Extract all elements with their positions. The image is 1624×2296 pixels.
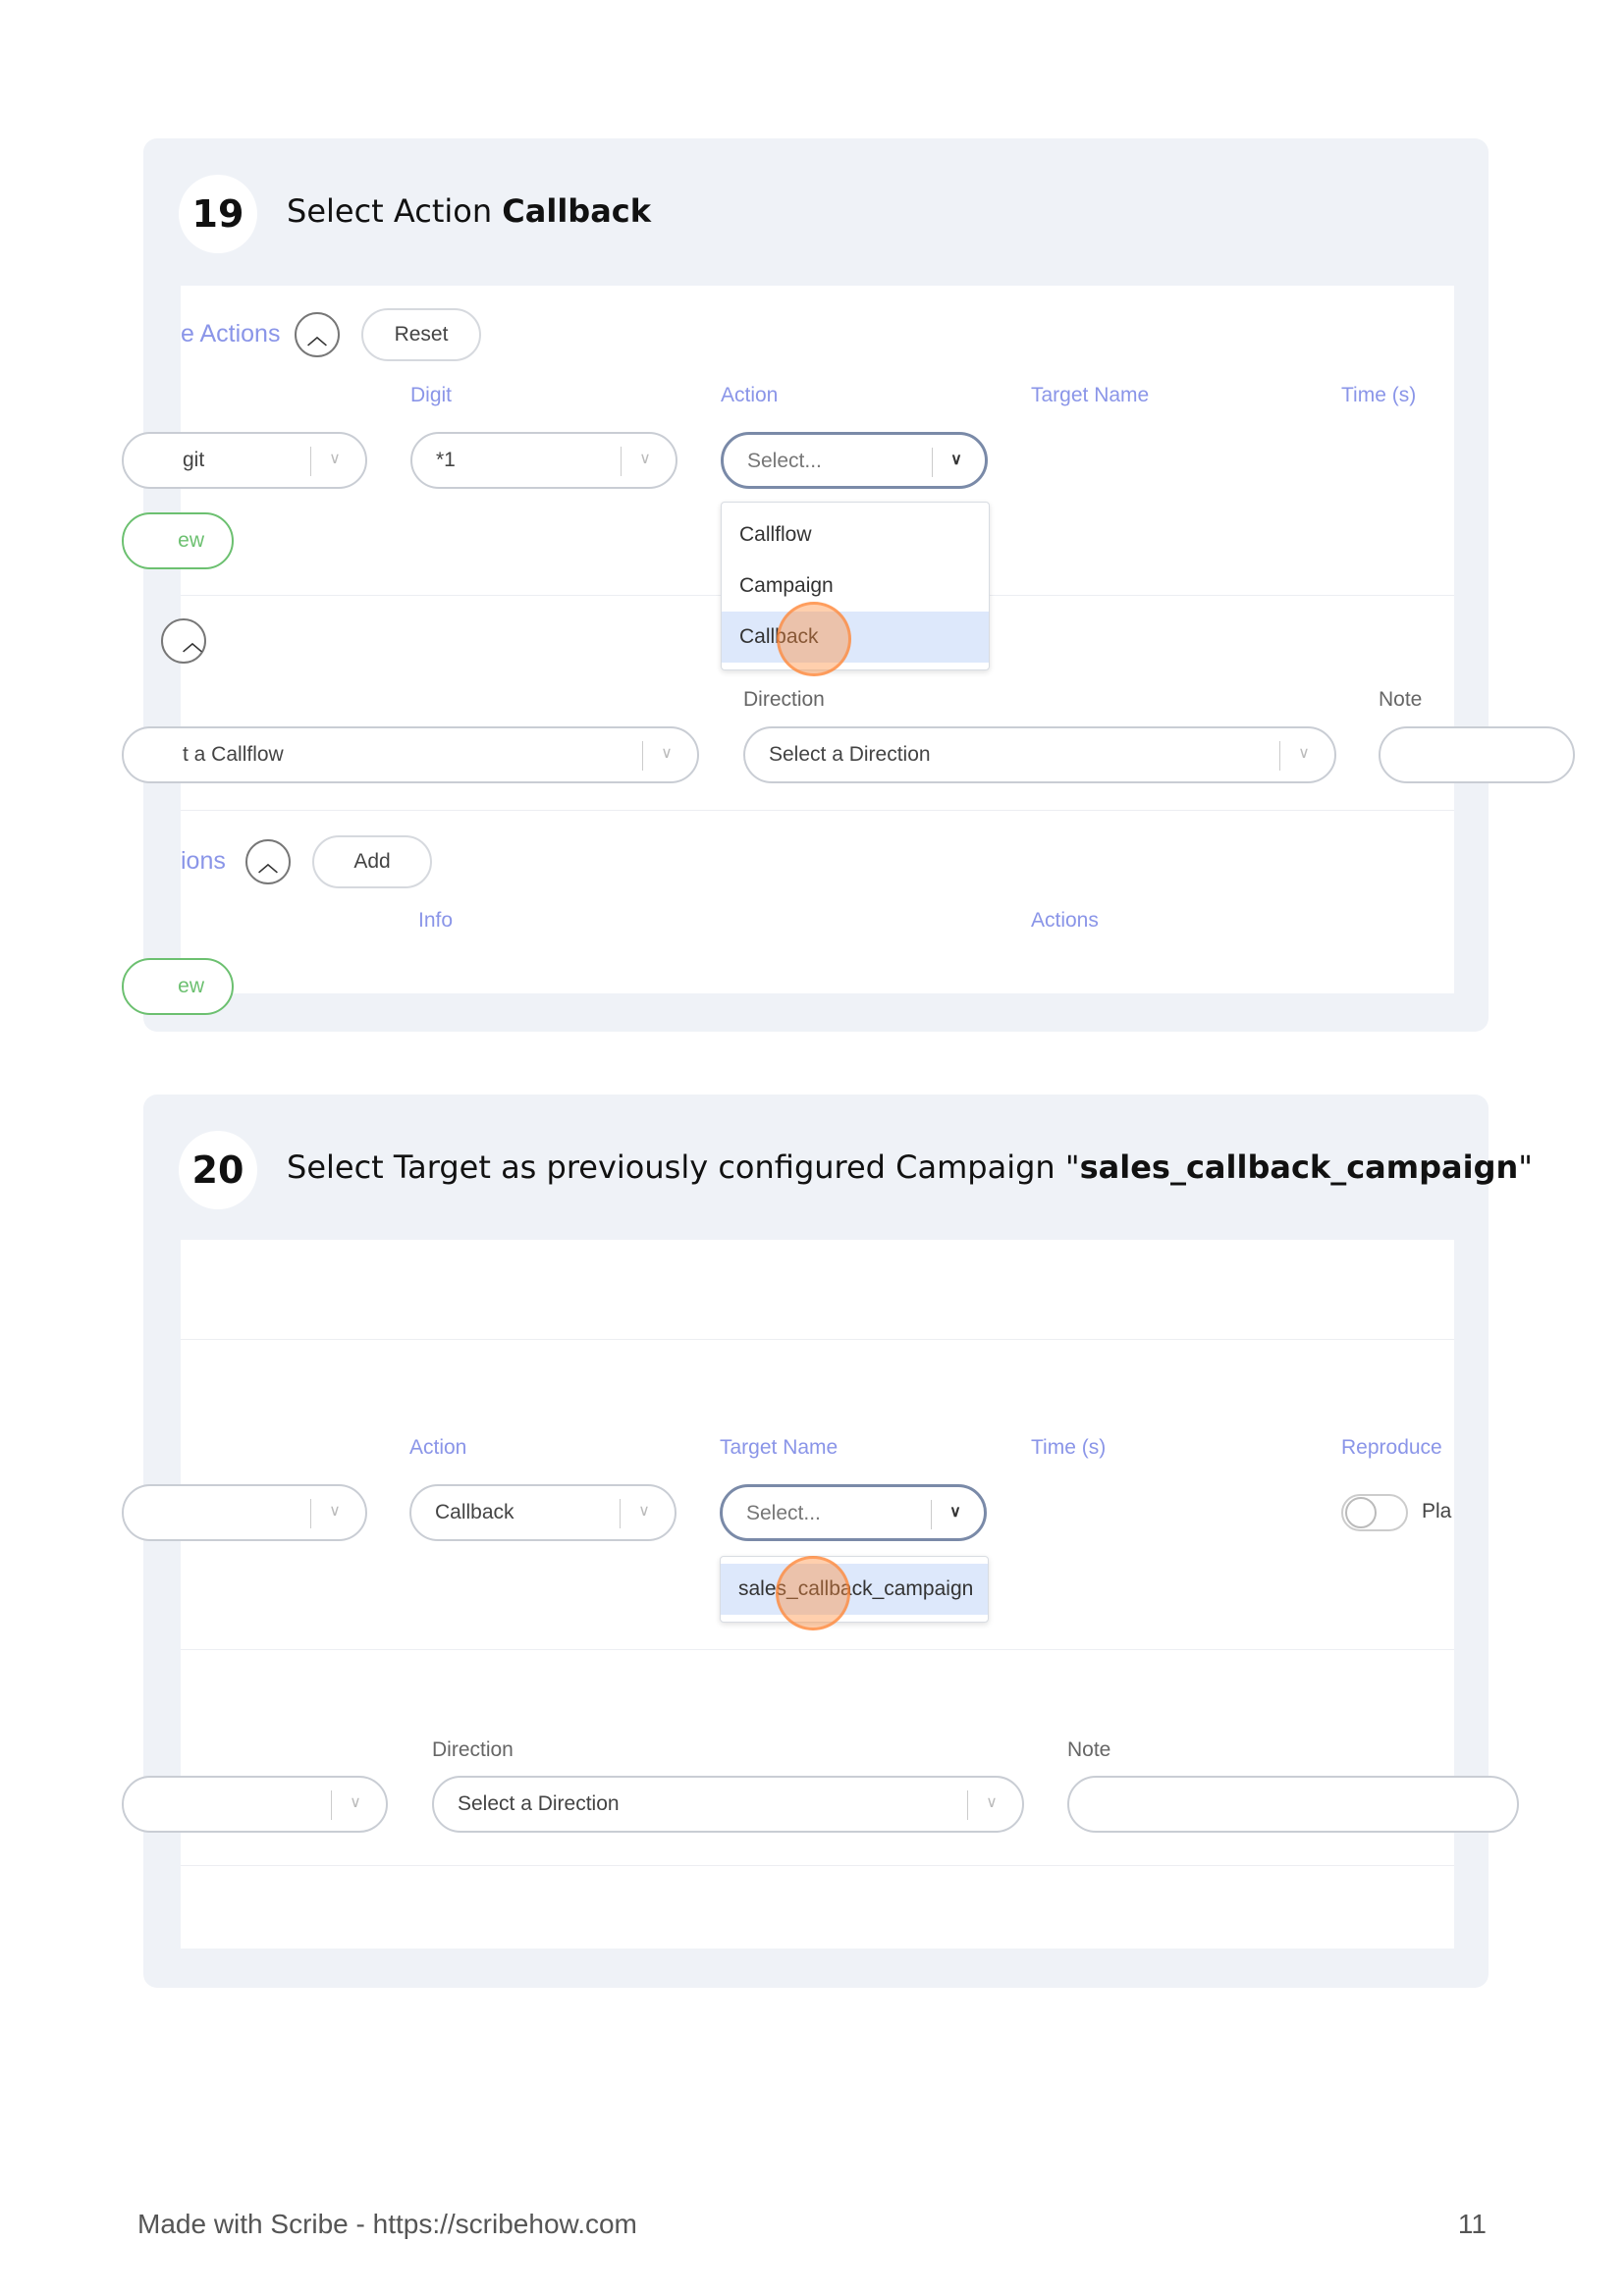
step-number: 19 bbox=[179, 175, 257, 253]
chevron-up-icon: ︿ bbox=[183, 630, 202, 655]
callflow-select[interactable]: t a Callflow ∨ bbox=[122, 726, 699, 783]
chevron-down-icon: ∨ bbox=[329, 1503, 341, 1520]
collapse-button[interactable] bbox=[245, 839, 291, 884]
action-dropdown-menu bbox=[721, 502, 990, 670]
chevron-down-icon: ∨ bbox=[950, 452, 962, 468]
chevron-up-icon: ︿ bbox=[307, 324, 327, 348]
section-title: e Actions bbox=[181, 320, 281, 347]
section-title: ions bbox=[181, 847, 226, 875]
column-header-info: Info bbox=[418, 909, 454, 932]
chevron-down-icon: ∨ bbox=[639, 451, 651, 467]
collapse-button[interactable] bbox=[161, 618, 206, 664]
footer-credit: Made with Scribe - https://scribehow.com bbox=[137, 2209, 637, 2239]
digit-type-select[interactable]: git ∨ bbox=[122, 432, 367, 489]
column-header-time: Time (s) bbox=[1341, 384, 1417, 406]
step-number: 20 bbox=[179, 1131, 257, 1209]
play-toggle[interactable] bbox=[1341, 1494, 1408, 1531]
chevron-down-icon: ∨ bbox=[329, 451, 341, 467]
option-callflow[interactable]: Callflow bbox=[739, 523, 812, 546]
column-header-action: Action bbox=[721, 384, 779, 406]
column-header-action: Action bbox=[409, 1436, 467, 1459]
add-button[interactable]: Add bbox=[312, 835, 432, 888]
direction-select[interactable]: Select a Direction ∨ bbox=[432, 1776, 1024, 1833]
click-indicator bbox=[777, 602, 851, 676]
step-card-20 bbox=[143, 1095, 1533, 1988]
callflow-select[interactable] bbox=[122, 1776, 388, 1833]
note-input[interactable] bbox=[1379, 726, 1575, 783]
option-callback[interactable]: Callback bbox=[722, 612, 989, 663]
target-name-select[interactable]: Select... ∨ bbox=[720, 1484, 987, 1541]
note-label: Note bbox=[1067, 1738, 1111, 1761]
direction-label: Direction bbox=[743, 688, 825, 711]
collapse-button[interactable] bbox=[295, 312, 340, 357]
digit-select[interactable]: *1 ∨ bbox=[410, 432, 677, 489]
new-button[interactable]: ew bbox=[122, 512, 234, 569]
chevron-down-icon: ∨ bbox=[638, 1503, 650, 1520]
chevron-up-icon: ︿ bbox=[258, 851, 278, 876]
note-label: Note bbox=[1379, 688, 1423, 711]
column-header-target-name: Target Name bbox=[1031, 384, 1150, 406]
step-title: Select Target as previously configured Campaign "sales_callback_campaign" bbox=[287, 1148, 1533, 1186]
column-header-actions: Actions bbox=[1031, 909, 1099, 932]
chevron-down-icon: ∨ bbox=[350, 1794, 361, 1811]
page-number: 11 bbox=[1457, 2209, 1487, 2239]
column-header-target-name: Target Name bbox=[720, 1436, 839, 1459]
click-indicator bbox=[776, 1556, 850, 1630]
column-header-reproduce: Reproduce bbox=[1341, 1436, 1442, 1459]
reset-button[interactable]: Reset bbox=[361, 308, 481, 361]
toggle-label: Pla bbox=[1422, 1500, 1452, 1522]
option-campaign[interactable]: Campaign bbox=[739, 574, 834, 597]
chevron-down-icon: ∨ bbox=[949, 1504, 961, 1521]
direction-select[interactable]: Select a Direction ∨ bbox=[743, 726, 1336, 783]
direction-label: Direction bbox=[432, 1738, 514, 1761]
column-header-time: Time (s) bbox=[1031, 1436, 1107, 1459]
new-button[interactable]: ew bbox=[122, 958, 234, 1015]
note-input[interactable] bbox=[1067, 1776, 1519, 1833]
action-select[interactable]: Select... ∨ bbox=[721, 432, 988, 489]
step-card-19 bbox=[143, 138, 1489, 1032]
chevron-down-icon: ∨ bbox=[1298, 745, 1310, 762]
chevron-down-icon: ∨ bbox=[661, 745, 673, 762]
chevron-down-icon: ∨ bbox=[986, 1794, 998, 1811]
option-sales-callback-campaign[interactable]: sales_callback_campaign bbox=[721, 1564, 988, 1615]
target-dropdown-menu bbox=[720, 1556, 989, 1623]
step-title: Select Action Callback bbox=[287, 192, 652, 230]
action-select[interactable]: Callback ∨ bbox=[409, 1484, 677, 1541]
column-header-digit: Digit bbox=[410, 384, 453, 406]
step-screenshot bbox=[178, 286, 1454, 997]
step-screenshot bbox=[181, 1240, 1454, 1949]
digit-select[interactable] bbox=[122, 1484, 367, 1541]
